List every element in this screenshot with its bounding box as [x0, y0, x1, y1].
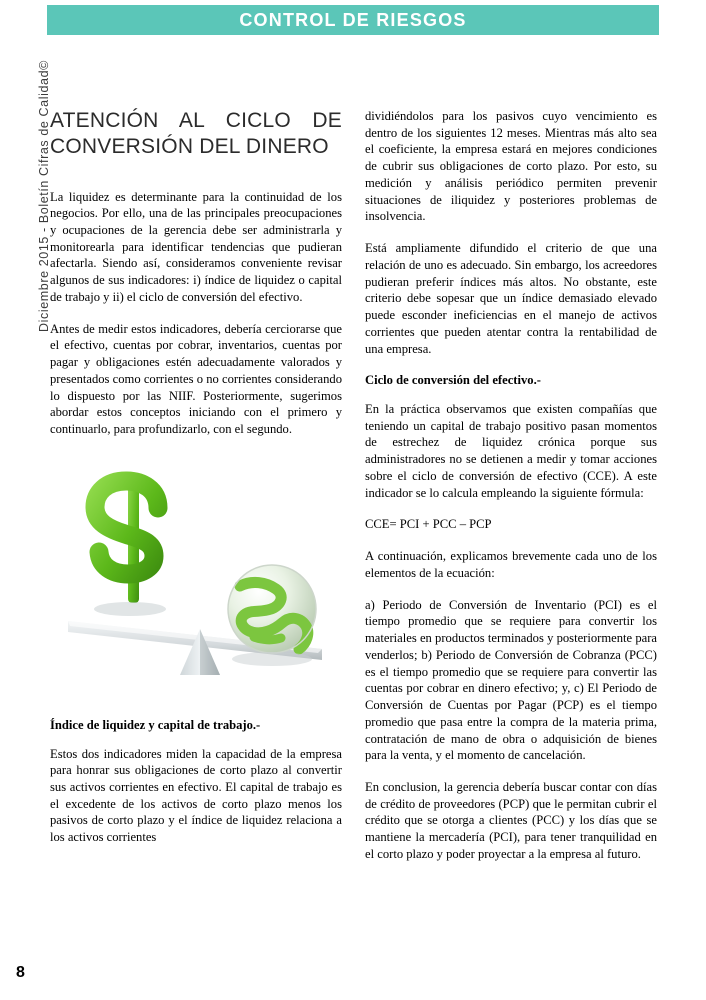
paragraph: Está ampliamente difundido el criterio de que una relación de uno es adecuado. Sin embargo, los acreedores pudieran preferir índices más altos. No obstante, este criterio debe sopesar que un índice demasiado elevado puede esconder ineficiencias en el manejo de activos corrientes que pueden atentar contra la rentabilidad de una empresa.	[365, 241, 657, 356]
paragraph: dividiéndolos para los pasivos cuyo vencimiento es dentro de los siguientes 12 meses. Mientras más alto sea el coeficiente, la empresa estará en mejores condiciones de cubrir sus obligaciones de corto plazo. Por esto, su medición y análisis periódico permiten prevenir situaciones de iliquidez y posteriores problemas de insolvencia.	[365, 109, 657, 224]
section-header-banner	[47, 5, 659, 35]
left-column	[50, 108, 342, 846]
subheading: Ciclo de conversión del efectivo.-	[365, 373, 541, 388]
paragraph: A continuación, explicamos brevemente cada uno de los elementos de la ecuación:	[365, 549, 657, 580]
paragraph: En la práctica observamos que existen compañías que teniendo un capital de trabajo positivo pasan momentos de estrechez de liquidez crónica porque sus administradores no se detienen a medir y tomar acciones sobre el ciclo de conversión de efectivo (CCE). A este indicador se lo calcula empleando la siguiente fórmula:	[365, 402, 657, 500]
section-header-title: CONTROL DE RIESGOS	[239, 10, 467, 30]
page-number: 8	[16, 964, 25, 981]
dollar-sign-icon	[94, 475, 166, 616]
publication-sidebar-label: Diciembre 2015 - Boletín Cifras de Calidad©	[37, 60, 51, 332]
illustration-graphic	[50, 453, 342, 703]
paragraph: Antes de medir estos indicadores, debería cerciorarse que el efectivo, cuentas por cobrar, inventarios, cuentas por pagar y obligaciones estén adecuadamente valorados y presentados como corrientes o no corrientes considerando lo dispuesto por las NIIF. Posteriormente, sugerimos abordar estos conceptos iniciando con el primero y continuarlo, para profundizarlo, con el segundo.	[50, 321, 342, 437]
paragraph: En conclusion, la gerencia debería buscar contar con días de crédito de proveedores (PCP) que le permitan cubrir el crédito que se otorga a clientes (PCC) y los días que se mantiene la mercadería (PCI), para tener tranquilidad en el corto plazo y poder proyectar a la empresa al futuro.	[365, 779, 657, 861]
paragraph: a) Periodo de Conversión de Inventario (PCI) es el tiempo promedio que se requiere para convertir los materiales en productos terminados y posteriormente para venderlos; b) Periodo de Conversión de Cobranza (PCC) es el tiempo promedio que se requiere para convertir las cuentas por cobrar en dinero efectivo; y, c) El Periodo de Conversión de Cuentas por Pagar (PCP) es el tiempo promedio que pasa entre la compra de la materia prima, contratación de mano de obra o adquisición de bienes para la venta, y el momento de cancelación.	[365, 597, 657, 763]
paragraph: La liquidez es determinante para la continuidad de los negocios. Por ello, una de las principales preocupaciones y ocupaciones de la gerencia debe ser administrarla y monitorearla para identificar tendencias que pudieran afectarla. Siendo así, consideramos conveniente revisar algunos de sus indicadores: i) índice de liquidez o capital de trabajo y ii) el ciclo de conversión del efectivo.	[50, 189, 342, 304]
subheading: Índice de liquidez y capital de trabajo.-	[50, 717, 261, 732]
article-title: ATENCIÓN AL CICLO DE CONVERSIÓN DEL DINERO	[50, 109, 342, 159]
formula: CCE= PCI + PCC – PCP	[365, 517, 492, 532]
seesaw-dollar-globe-illustration	[50, 453, 342, 703]
right-column	[365, 108, 657, 863]
paragraph: Estos dos indicadores miden la capacidad de la empresa para honrar sus obligaciones de corto plazo al convertir sus activos corrientes en efectivo. El capital de trabajo es el excedente de los activos de corto plazo menos los pasivos de corto plazo y el índice de liquidez relaciona a los activos corrientes	[50, 746, 342, 845]
